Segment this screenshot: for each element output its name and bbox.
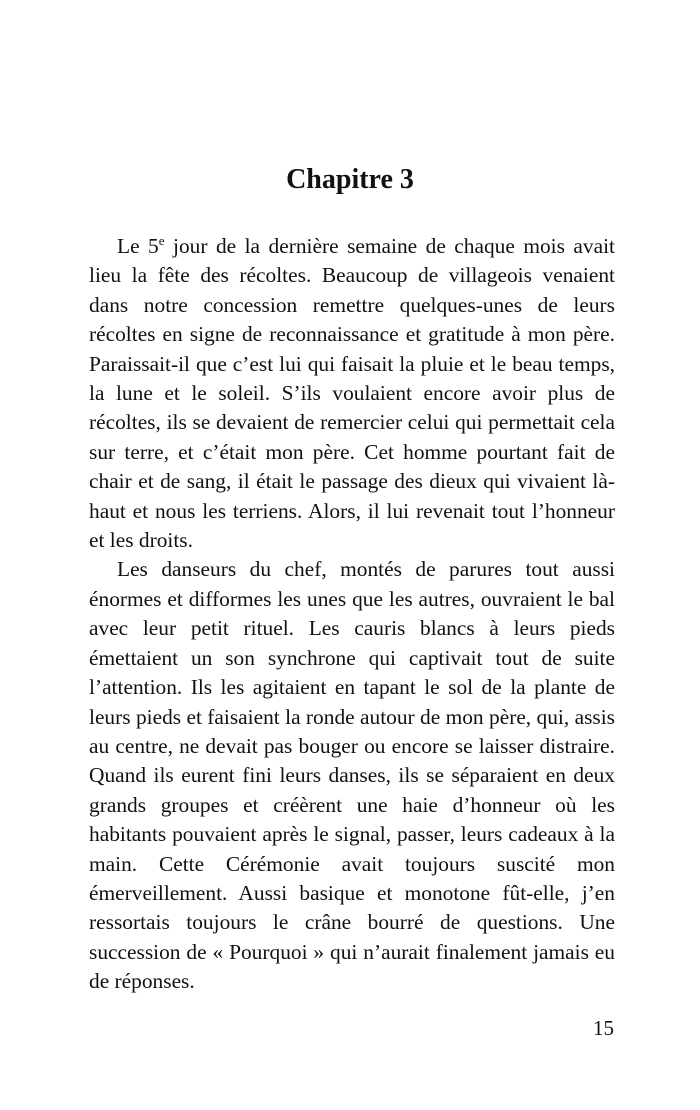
chapter-body: [89, 232, 615, 997]
paragraph-1-rest: jour de la dernière semaine de chaque mois avait lieu la fête des récoltes. Beaucoup de villageois venaient dans notre concession remettre quelques-unes de leurs récoltes en signe de reconnaissance et gratitude à mon père. Paraissait-il que c’est lui qui faisait la pluie et le beau temps, la lune et le soleil. S’ils voulaient encore avoir plus de récoltes, ils se devaient de remercier celui qui permettait cela sur terre, et c’était mon père. Cet homme pourtant fait de chair et de sang, il était le passage des dieux qui vivaient là-haut et nous les terriens. Alors, il lui revenait tout l’honneur et les droits.: [89, 234, 615, 553]
paragraph-1-start: Le 5: [117, 234, 159, 258]
paragraph-1: [89, 232, 615, 555]
superscript-ordinal: e: [158, 233, 165, 248]
page-number: 15: [593, 1016, 614, 1040]
chapter-title: Chapitre 3: [286, 164, 414, 195]
paragraph-2: Les danseurs du chef, montés de parures tout aussi énormes et difformes les unes que les autres, ouvraient le bal avec leur petit rituel. Les cauris blancs à leurs pieds émettaient un son synchrone qui captivait tout de suite l’attention. Ils les agitaient en tapant le sol de la plante de leurs pieds et faisaient la ronde autour de mon père, qui, assis au centre, ne devait pas bouger ou encore se laisser distraire. Quand ils eurent fini leurs danses, ils se séparaient en deux grands groupes et créèrent une haie d’honneur où les habitants pouvaient après le signal, passer, leurs cadeaux à la main. Cette Cérémonie avait toujours suscité mon émerveillement. Aussi basique et monotone fût-elle, j’en ressortais toujours le crâne bourré de questions. Une succession de « Pourquoi » qui n’aurait finalement jamais eu de réponses.: [89, 557, 615, 994]
